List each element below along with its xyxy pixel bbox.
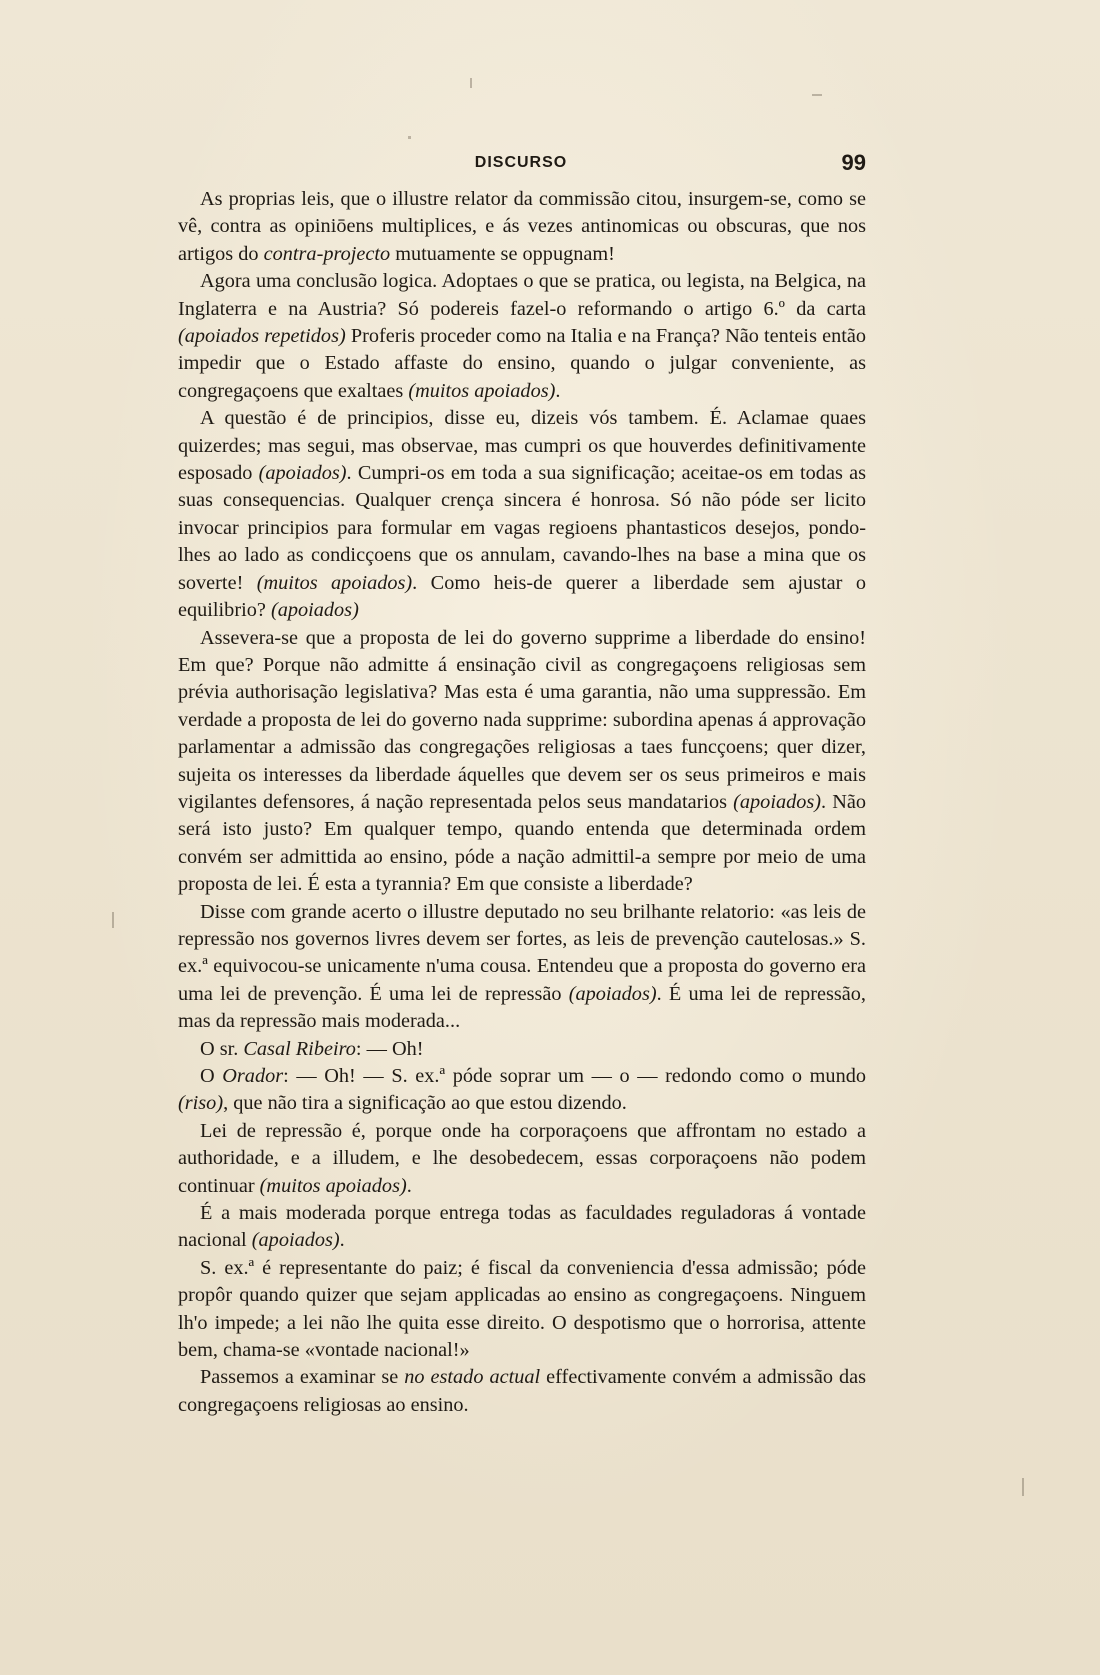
italic-run: (muitos apoiados): [259, 1174, 407, 1197]
text-run: A questão é de principios, disse eu, dizeis vós tambem. É. Aclamae quaes quizerdes; mas segui, mas observae, mas cumpri os que houverdes definitivamente esposado: [178, 407, 866, 485]
text-run: O sr.: [200, 1037, 244, 1060]
paragraph: [178, 625, 866, 899]
text-run: . Não será isto justo? Em qualquer tempo, quando entenda que determinada ordem convém ser admittida ao ensino, póde a nação admittil-a sempre por meio de uma proposta de lei. É esta a tyrannia? Em que consiste a liberdade?: [178, 790, 866, 896]
body-text: [178, 186, 866, 1419]
text-run: .: [406, 1174, 412, 1197]
paragraph: [178, 1200, 866, 1255]
paragraph: [178, 268, 866, 405]
italic-run: (muitos apoiados): [256, 571, 413, 594]
paragraph: [178, 186, 866, 268]
paragraph: [178, 1063, 866, 1118]
italic-run: (muitos apoiados): [408, 379, 556, 402]
paragraph: [178, 405, 866, 624]
text-run: : — Oh! — S. ex.ª póde soprar um — o — redondo como o mundo: [283, 1065, 866, 1087]
text-run: . É uma lei de repressão, mas da repressão mais moderada...: [178, 982, 866, 1033]
text-run: Agora uma conclusão logica. Adoptaes o que se pratica, ou legista, na Belgica, na Inglaterra e na Austria? Só podereis fazel-o reformando o artigo 6.º da carta: [178, 270, 866, 320]
text-run: mutuamente se oppugnam!: [390, 242, 615, 265]
italic-run: (apoiados): [258, 462, 347, 485]
text-run: .: [339, 1229, 345, 1252]
text-run: S. ex.ª é representante do paiz; é fiscal da conveniencia d'essa admissão; póde propôr quando quizer que sejam applicadas ao ensino as congregaçoens. Ninguem lh'o impede; a lei não lhe quita esse direito. O despotismo que o horrorisa, attente bem, chama-se «vontade nacional!»: [178, 1256, 866, 1362]
text-run: , que não tira a significação ao que estou dizendo.: [223, 1092, 627, 1115]
italic-run: no estado actual: [404, 1366, 541, 1389]
italic-run: (apoiados): [270, 599, 359, 622]
text-run: effectivamente convém a admissão das congregaçoens religiosas ao ensino.: [178, 1366, 866, 1416]
text-run: Assevera-se que a proposta de lei do governo supprime a liberdade do ensino! Em que? Porque não admitte á ensinação civil as congregaçoens religiosas sem prévia authorisação legislativa? Mas esta é uma garantia, não uma suppressão. Em verdade a proposta de lei do governo nada supprime: subordina apenas á approvação parlamentar a admissão das congregações religiosas a taes funcçoens; quer dizer, sujeita os interesses da liberdade áquelles que devem ser os seus primeiros e mais vigilantes defensores, á nação representada pelos seus mandatarios: [178, 626, 866, 813]
scan-speck: [112, 912, 114, 928]
scan-speck: [1022, 1478, 1024, 1496]
paragraph: [178, 1118, 866, 1200]
scan-speck: [470, 78, 472, 88]
running-head: DISCURSO: [474, 154, 568, 171]
scan-speck: [408, 136, 411, 139]
paragraph: [178, 1036, 866, 1063]
text-run: . Cumpri-os em toda a sua significação; aceitae-os em todas as suas consequencias. Qualquer crença sincera é honrosa. Só não póde ser licito invocar principios para formular em vagas regioens phantasticos desejos, pondo-lhes ao lado as condicçoens que os annulam, cavando-lhes na base a mina que os soverte!: [178, 462, 867, 594]
italic-run: Casal Ribeiro: [243, 1037, 356, 1060]
italic-run: (apoiados): [733, 790, 822, 813]
text-run: Lei de repressão é, porque onde ha corporaçoens que affrontam no estado a authoridade, e a illudem, e lhe desobedecem, essas corporaçoens não podem continuar: [178, 1119, 866, 1197]
text-run: .: [555, 379, 561, 402]
page-number: 99: [841, 150, 866, 175]
paragraph: [178, 1255, 866, 1365]
text-run: Proferis proceder como na Italia e na França? Não tenteis então impedir que o Estado affaste do ensino, quando o julgar conveniente, as congregaçoens que exaltaes: [178, 325, 866, 402]
text-run: Disse com grande acerto o illustre deputado no seu brilhante relatorio: «as leis de repressão nos governos livres devem ser fortes, as leis de prevenção cautelosas.» S. ex.ª equivocou-se unicamente n'uma cousa. Entendeu que a proposta do governo era uma lei de prevenção. É uma lei de repressão: [178, 900, 866, 1005]
italic-run: contra-projecto: [263, 242, 391, 265]
italic-run: (apoiados): [251, 1229, 340, 1252]
text-run: As proprias leis, que o illustre relator da commissão citou, insurgem-se, como se vê, contra as opiniōens multiplices, e ás vezes antinomicas ou obscuras, que nos artigos do: [178, 188, 866, 265]
text-run: O: [200, 1065, 223, 1087]
page-header: [176, 150, 866, 180]
paragraph: [178, 899, 866, 1036]
italic-run: (riso): [178, 1092, 224, 1115]
italic-run: (apoiados): [568, 982, 657, 1005]
text-run: Passemos a examinar se: [200, 1366, 405, 1389]
text-run: . Como heis-de querer a liberdade sem ajustar o equilibrio?: [178, 571, 866, 622]
text-run: É a mais moderada porque entrega todas as faculdades reguladoras á vontade nacional: [178, 1202, 866, 1252]
text-run: : — Oh!: [355, 1037, 424, 1060]
paragraph: [178, 1364, 866, 1419]
italic-run: (apoiados repetidos): [178, 325, 346, 348]
italic-run: Orador: [222, 1065, 284, 1087]
scan-speck: [812, 94, 822, 96]
